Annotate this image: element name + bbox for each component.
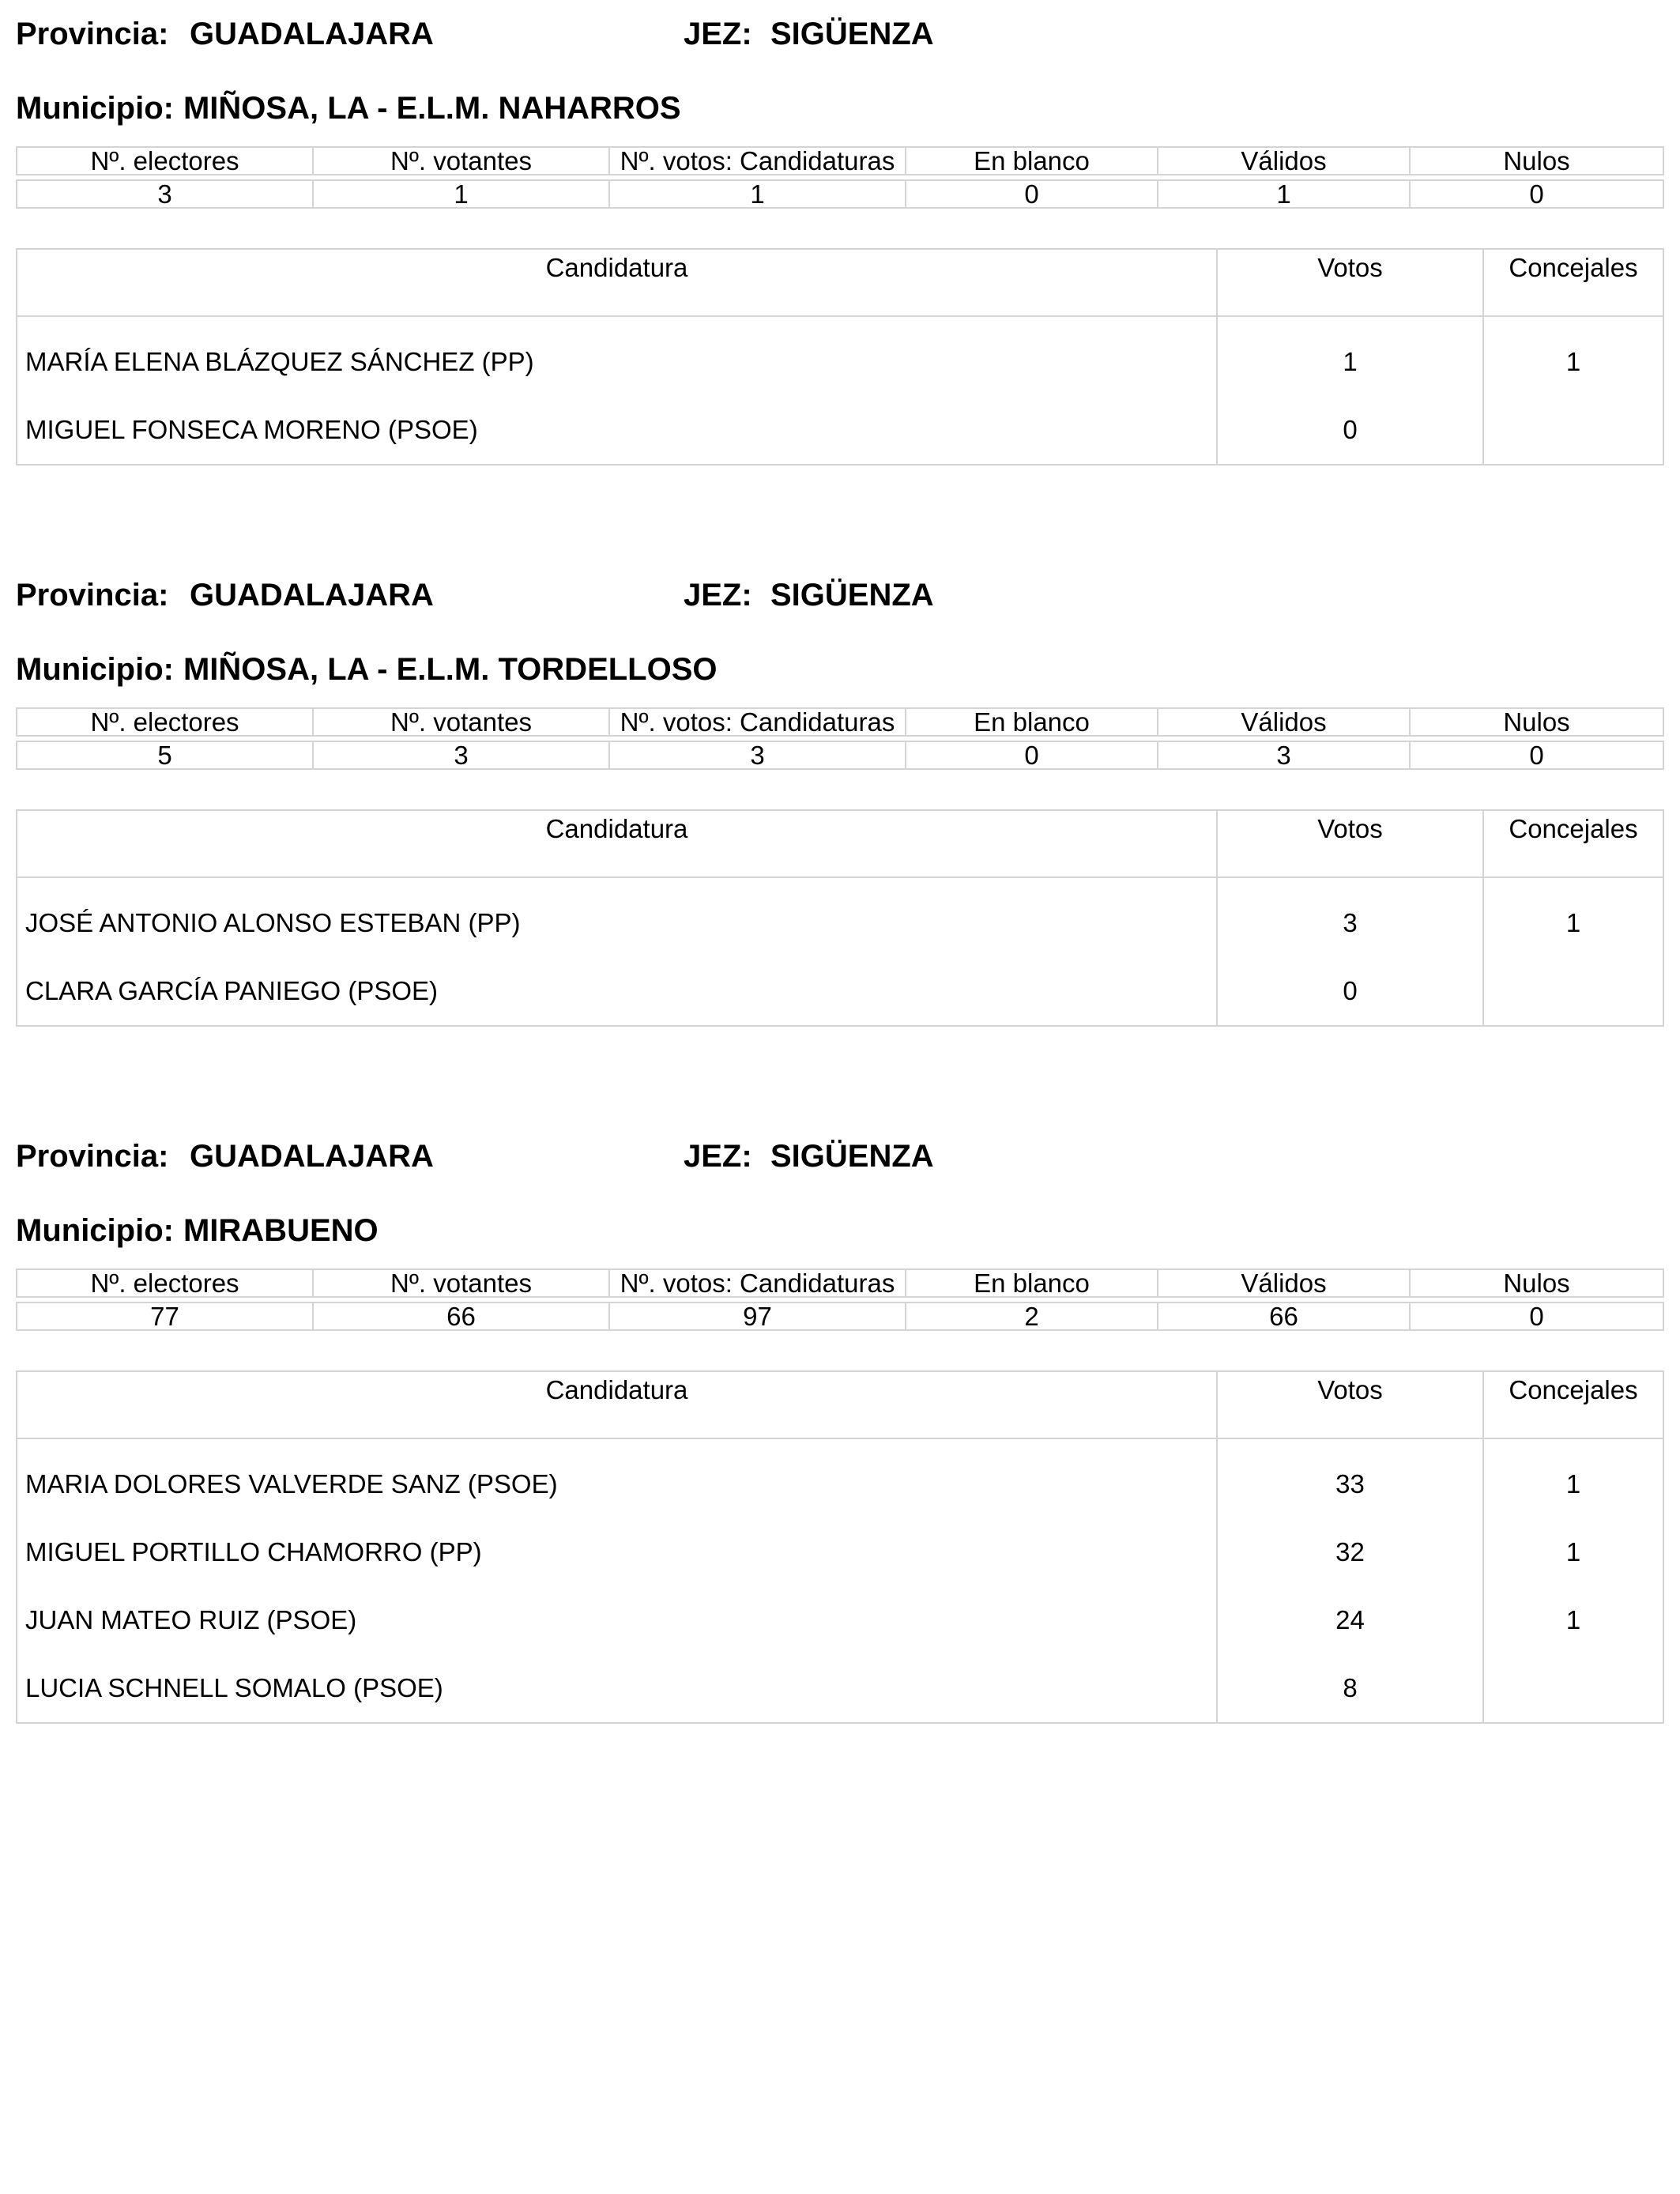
candidate-name: MARIA DOLORES VALVERDE SANZ (PSOE) <box>17 1438 1217 1518</box>
votos-candidaturas-header: Nº. votos: Candidaturas <box>609 1269 906 1297</box>
nulos-header: Nulos <box>1410 1269 1663 1297</box>
candidate-seats: 1 <box>1565 908 1581 937</box>
electores-header: Nº. electores <box>17 147 313 175</box>
validos-value: 66 <box>1158 1302 1410 1330</box>
candidate-row <box>17 877 1663 957</box>
votos-candidaturas-value: 1 <box>609 180 906 208</box>
candidate-row <box>17 1438 1663 1518</box>
summary-header-row <box>17 1269 1663 1297</box>
en-blanco-header: En blanco <box>906 708 1158 736</box>
municipality-section <box>16 1122 1663 1834</box>
candidate-row <box>17 396 1663 465</box>
nulos-value: 0 <box>1410 1302 1663 1330</box>
electores-header: Nº. electores <box>17 1269 313 1297</box>
candidate-votes: 3 <box>1217 877 1483 957</box>
candidate-seats <box>1483 396 1663 465</box>
municipality-value: MIÑOSA, LA - E.L.M. NAHARROS <box>183 91 681 126</box>
concejales-header: Concejales <box>1483 1371 1663 1438</box>
municipality-row <box>16 89 681 128</box>
candidate-votes: 8 <box>1217 1654 1483 1723</box>
summary-table <box>16 707 1664 770</box>
candidate-row <box>17 316 1663 396</box>
municipality-label: Municipio: <box>16 652 174 687</box>
concejales-header: Concejales <box>1483 249 1663 316</box>
municipality-section <box>16 561 1663 1114</box>
candidate-row <box>17 1518 1663 1586</box>
candidate-seats: 1 <box>1565 1537 1581 1566</box>
candidates-table <box>16 809 1664 1027</box>
province-row <box>16 1137 1663 1176</box>
summary-values-row <box>17 741 1663 769</box>
votantes-value: 66 <box>313 1302 609 1330</box>
electores-value: 5 <box>17 741 313 769</box>
en-blanco-value: 0 <box>906 180 1158 208</box>
municipality-value: MIÑOSA, LA - E.L.M. TORDELLOSO <box>183 652 718 687</box>
candidate-votes: 32 <box>1217 1518 1483 1586</box>
candidate-name: MIGUEL PORTILLO CHAMORRO (PP) <box>17 1518 1217 1586</box>
municipality-row <box>16 1211 379 1250</box>
jez-label: JEZ: <box>684 17 752 51</box>
nulos-header: Nulos <box>1410 708 1663 736</box>
en-blanco-header: En blanco <box>906 1269 1158 1297</box>
concejales-header: Concejales <box>1483 810 1663 877</box>
validos-header: Válidos <box>1158 147 1410 175</box>
en-blanco-value: 2 <box>906 1302 1158 1330</box>
candidate-seats: 1 <box>1565 1469 1581 1498</box>
jez-value: SIGÜENZA <box>770 578 934 613</box>
candidate-votes: 24 <box>1217 1586 1483 1654</box>
candidate-name: MIGUEL FONSECA MORENO (PSOE) <box>17 396 1217 465</box>
summary-table <box>16 146 1664 209</box>
candidates-table <box>16 1370 1664 1724</box>
jez-label: JEZ: <box>684 578 752 613</box>
province-row <box>16 575 1663 615</box>
province-value: GUADALAJARA <box>190 17 434 51</box>
candidate-name: MARÍA ELENA BLÁZQUEZ SÁNCHEZ (PP) <box>17 316 1217 396</box>
candidate-name: JUAN MATEO RUIZ (PSOE) <box>17 1586 1217 1654</box>
municipality-label: Municipio: <box>16 1213 174 1248</box>
municipality-row <box>16 650 718 689</box>
candidate-votes: 0 <box>1217 957 1483 1026</box>
candidates-header-row <box>17 810 1663 877</box>
votantes-header: Nº. votantes <box>313 708 609 736</box>
candidate-seats: 1 <box>1565 1605 1581 1634</box>
summary-header-row <box>17 147 1663 175</box>
candidate-seats: 1 <box>1565 347 1581 376</box>
candidate-row <box>17 1654 1663 1723</box>
summary-header-row <box>17 708 1663 736</box>
candidate-votes: 0 <box>1217 396 1483 465</box>
candidate-name: LUCIA SCHNELL SOMALO (PSOE) <box>17 1654 1217 1723</box>
candidate-votes: 1 <box>1217 316 1483 396</box>
electores-value: 77 <box>17 1302 313 1330</box>
jez-value: SIGÜENZA <box>770 17 934 51</box>
municipality-section <box>16 0 1663 553</box>
candidate-name: CLARA GARCÍA PANIEGO (PSOE) <box>17 957 1217 1026</box>
candidates-header-row <box>17 249 1663 316</box>
summary-table <box>16 1269 1664 1331</box>
validos-header: Válidos <box>1158 1269 1410 1297</box>
validos-header: Válidos <box>1158 708 1410 736</box>
province-value: GUADALAJARA <box>190 1139 434 1174</box>
electores-value: 3 <box>17 180 313 208</box>
votos-header: Votos <box>1217 249 1483 316</box>
summary-values-row <box>17 180 1663 208</box>
en-blanco-value: 0 <box>906 741 1158 769</box>
votantes-header: Nº. votantes <box>313 1269 609 1297</box>
municipality-label: Municipio: <box>16 91 174 126</box>
votos-header: Votos <box>1217 1371 1483 1438</box>
candidates-table <box>16 248 1664 466</box>
province-label: Provincia: <box>16 1139 169 1174</box>
candidatura-header: Candidatura <box>17 810 1217 877</box>
province-value: GUADALAJARA <box>190 578 434 613</box>
candidate-votes: 33 <box>1217 1438 1483 1518</box>
votos-header: Votos <box>1217 810 1483 877</box>
candidate-name: JOSÉ ANTONIO ALONSO ESTEBAN (PP) <box>17 877 1217 957</box>
votos-candidaturas-header: Nº. votos: Candidaturas <box>609 708 906 736</box>
province-label: Provincia: <box>16 17 169 51</box>
en-blanco-header: En blanco <box>906 147 1158 175</box>
candidatura-header: Candidatura <box>17 1371 1217 1438</box>
nulos-header: Nulos <box>1410 147 1663 175</box>
votos-candidaturas-value: 97 <box>609 1302 906 1330</box>
electores-header: Nº. electores <box>17 708 313 736</box>
candidate-seats <box>1483 957 1663 1026</box>
municipality-value: MIRABUENO <box>183 1213 379 1248</box>
province-row <box>16 14 1663 54</box>
candidate-seats <box>1483 1654 1663 1723</box>
summary-values-row <box>17 1302 1663 1330</box>
jez-value: SIGÜENZA <box>770 1139 934 1174</box>
province-label: Provincia: <box>16 578 169 613</box>
validos-value: 3 <box>1158 741 1410 769</box>
candidate-row <box>17 1586 1663 1654</box>
votos-candidaturas-header: Nº. votos: Candidaturas <box>609 147 906 175</box>
votantes-value: 1 <box>313 180 609 208</box>
candidates-header-row <box>17 1371 1663 1438</box>
nulos-value: 0 <box>1410 741 1663 769</box>
votantes-header: Nº. votantes <box>313 147 609 175</box>
jez-label: JEZ: <box>684 1139 752 1174</box>
nulos-value: 0 <box>1410 180 1663 208</box>
candidatura-header: Candidatura <box>17 249 1217 316</box>
votantes-value: 3 <box>313 741 609 769</box>
candidate-row <box>17 957 1663 1026</box>
votos-candidaturas-value: 3 <box>609 741 906 769</box>
validos-value: 1 <box>1158 180 1410 208</box>
